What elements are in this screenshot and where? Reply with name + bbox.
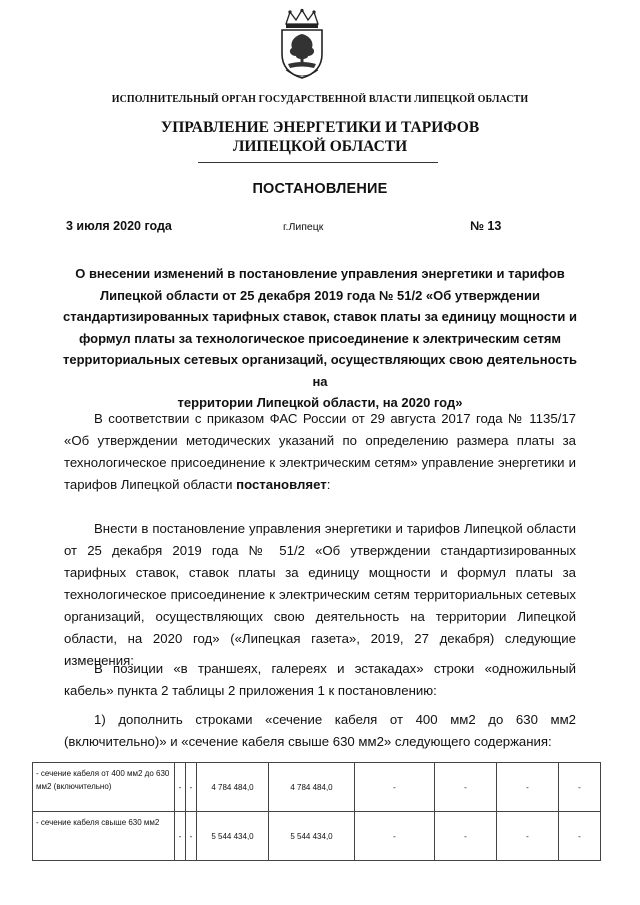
table-cell: - (355, 763, 435, 812)
issuing-authority: ИСПОЛНИТЕЛЬНЫЙ ОРГАН ГОСУДАРСТВЕННОЙ ВЛАСТИ ЛИПЕЦКОЙ ОБЛАСТИ (111, 94, 529, 105)
document-type: ПОСТАНОВЛЕНИЕ (252, 181, 388, 197)
document-date: 3 июля 2020 года (66, 219, 172, 233)
amendment-text: Внести в постановление управления энергетики и тарифов Липецкой области от 25 декабря 2019 года № 51/2 «Об утверждении стандартизированных тарифных ставок, ставок платы за единицу мощности и формул платы за технологическое присоединение к электрическим сетям территориальных сетевых организаций, осуществляющих свою деятельность на территории Липецкой области, на 2020 год» («Липецкая газета», 2019, 27 декабря) следующие изменения: (64, 521, 576, 668)
title-line: территории Липецкой области, на 2020 год» (177, 395, 463, 410)
title-line: формул платы за технологическое присоединение к электрическим сетям (78, 330, 562, 346)
table-cell: - (559, 763, 601, 812)
table-cell: 5 544 434,0 (269, 812, 355, 861)
table-cell: - (355, 812, 435, 861)
table-cell: - (435, 812, 497, 861)
document-title (60, 263, 580, 414)
position-text: В позиции «в траншеях, галереях и эстакадах» строки «одножильный кабель» пункта 2 таблицы 2 приложения 1 к постановлению: (64, 661, 576, 698)
amendment-paragraph (64, 518, 576, 672)
table-row (33, 812, 601, 861)
table-cell: 4 784 484,0 (269, 763, 355, 812)
table-row (33, 763, 601, 812)
preamble-text: В соответствии с приказом ФАС России от 29 августа 2017 года № 1135/17 «Об утверждении методических указаний по определению размера платы за технологическое присоединение к электрическим сетям» управление энергетики и тарифов Липецкой области (64, 411, 576, 492)
table-cell: - (175, 763, 186, 812)
department-name-line2: ЛИПЕЦКОЙ ОБЛАСТИ (232, 138, 408, 155)
position-paragraph (64, 658, 576, 702)
department-name-line1: УПРАВЛЕНИЕ ЭНЕРГЕТИКИ И ТАРИФОВ (160, 119, 480, 136)
title-line: О внесении изменений в постановление управления энергетики и тарифов (75, 266, 565, 281)
department-name (0, 118, 640, 156)
preamble-tail: : (326, 477, 331, 492)
table-cell: - (497, 763, 559, 812)
table-cell: - (186, 763, 197, 812)
title-line: стандартизированных тарифных ставок, ставок платы за единицу мощности и (63, 309, 577, 324)
table-cell-name: - сечение кабеля от 400 мм2 до 630 мм2 (включительно) (33, 763, 175, 812)
document-city: г.Липецк (283, 221, 324, 233)
coat-of-arms-emblem (276, 8, 328, 80)
table-cell: - (559, 812, 601, 861)
table-cell: - (175, 812, 186, 861)
preamble-paragraph (64, 408, 576, 496)
resolution-keyword: постановляет (236, 477, 327, 492)
title-line: территориальных сетевых организаций, осуществляющих свою деятельность на (63, 352, 577, 389)
addition-paragraph (64, 709, 576, 753)
document-number: № 13 (470, 219, 502, 233)
title-line: Липецкой области от 25 декабря 2019 года № 51/2 «Об утверждении (99, 287, 541, 303)
table-cell: 5 544 434,0 (197, 812, 269, 861)
table-cell-name: - сечение кабеля свыше 630 мм2 (33, 812, 175, 861)
header-divider (198, 162, 438, 163)
addition-text: 1) дополнить строками «сечение кабеля от 400 мм2 до 630 мм2 (включительно)» и «сечение кабеля свыше 630 мм2» следующего содержания: (64, 712, 576, 749)
table-cell: 4 784 484,0 (197, 763, 269, 812)
table-cell: - (435, 763, 497, 812)
table-cell: - (497, 812, 559, 861)
table-cell: - (186, 812, 197, 861)
tariff-table (32, 762, 601, 861)
